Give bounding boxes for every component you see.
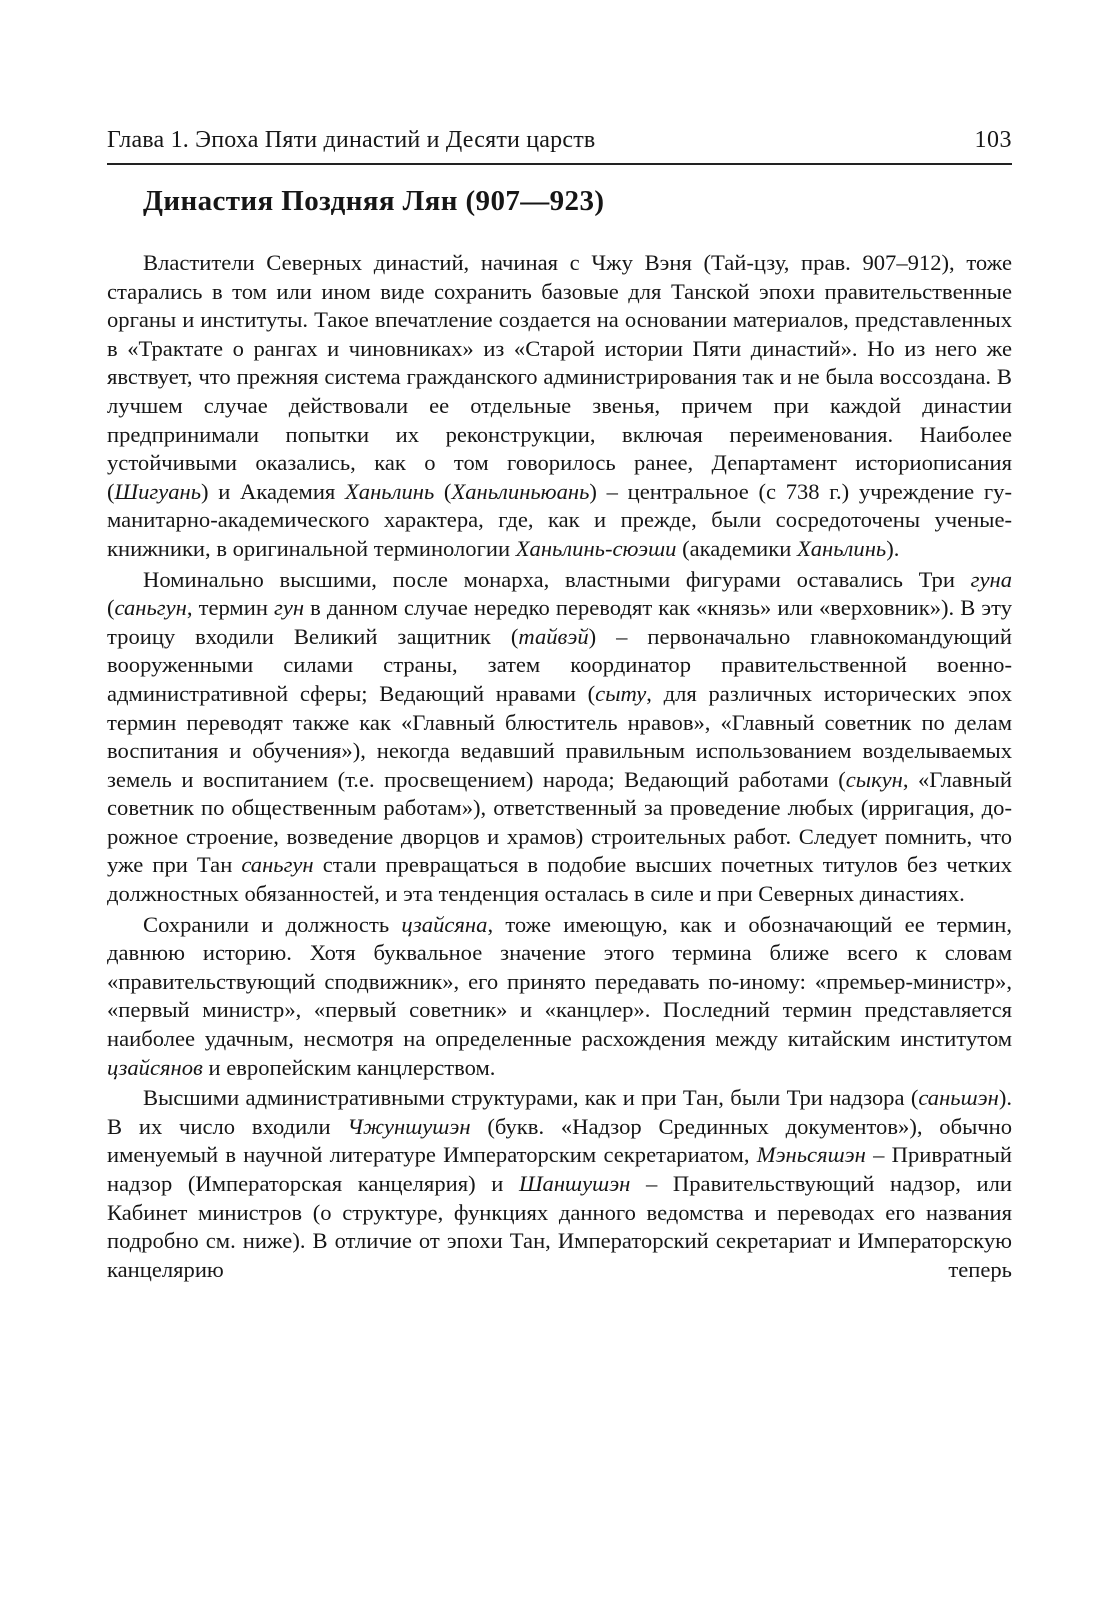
- italic-term: гуна: [970, 566, 1012, 592]
- italic-term: Чжуншушэн: [347, 1113, 471, 1139]
- body-text: [107, 249, 1012, 1284]
- italic-term: цзайсянов: [107, 1054, 203, 1080]
- italic-term: тайвэй: [518, 623, 589, 649]
- paragraph-4: Высшими административными структурами, как и при Тан, были Три надзора (саньшэн). В их число входили Чжуншушэн (букв. «Надзор Срединных документов»), обычно именуемый в научной литературе Императорским секретариатом, Мэньсяшэн – Привратный надзор (Императорская канцелярия) и Шаншушэн – Правительствующий надзор, или Кабинет министров (о структуре, функциях данного ведомства и переводах его названия подробно см. ниже). В отличие от эпохи Тан, Императорский секретариат и Императорскую канцелярию теперь: [107, 1085, 1013, 1282]
- paragraph-3: Сохранили и должность цзайсяна, тоже имеющую, как и обозначающий ее термин, давнюю историю. Хотя буквальное значение этого термина ближе всего к словам «правительствующий сподвижник», его принято передавать по-иному: «премьер-министр», «первый министр», «первый советник» и «канцлер». Последний термин представляется наиболее удачным, несмотря на определенные расхождения между китайским институтом цзайсянов и европейским канцлерством.: [107, 911, 1012, 1080]
- italic-term: Ханьлинь-сюэши: [515, 535, 677, 561]
- italic-term: Ханьлинь: [796, 535, 887, 561]
- italic-term: сыкун: [845, 766, 903, 792]
- paragraph-2: Номинально высшими, после монарха, властными фигурами оставались Три гуна (саньгун, термин гун в данном случае нередко переводят как «князь» или «верховник»). В эту троицу входили Великий защитник (тайвэй) – первоначально главнокомандующий вооруженными силами страны, затем координатор правительственной военно-административной сферы; Ведающий нравами (сыту, для различных исторических эпох термин переводят также как «Главный блюститель нравов», «Главный советник по делам воспитания и обучения»), некогда ведавший правильным использованием возделываемых земель и воспитанием (т.е. просвещением) народа; Ведающий работами (сыкун, «Главный советник по общественным работам»), ответственный за проведение любых (ирригация, дорожное строение, возведение дворцов и храмов) строительных работ. Следует помнить, что уже при Тан саньгун стали превращаться в подобие высших почетных титулов без четких должностных обязанностей, и эта тенденция осталась в силе и при Северных династиях.: [107, 566, 1012, 907]
- italic-term: гун: [274, 595, 305, 621]
- italic-term: саньгун: [114, 595, 187, 621]
- section-title: Династия Поздняя Лян (907—923): [143, 185, 605, 217]
- page-number: 103: [974, 127, 1012, 153]
- italic-term: Мэньсяшэн: [756, 1142, 866, 1168]
- book-page: [107, 125, 1012, 1284]
- italic-term: цзайсяна: [401, 911, 488, 937]
- running-header: [107, 125, 1012, 165]
- italic-term: саньшэн: [918, 1085, 999, 1111]
- chapter-title: Глава 1. Эпоха Пяти династий и Десяти царств: [107, 127, 596, 153]
- italic-term: Шаншушэн: [518, 1171, 631, 1196]
- italic-term: Ханьлинь: [345, 478, 435, 504]
- paragraph-1: Властители Северных династий, начиная с Чжу Вэня (Тай-цзу, прав. 907–912), тоже старались в том или ином виде сохранить базовые для Танской эпохи правительственные органы и институты. Такое впечатление создается на основании материалов, представленных в «Трактате о рангах и чиновниках» из «Старой истории Пяти династий». Но из него же явствует, что прежняя система гражданского администрирования так и не была воссоздана. В лучшем случае действовали ее отдельные звенья, причем при каждой династии предпринимали попытки их реконструкции, включая переименования. Наиболее устойчивыми оказались, как о том говорилось ранее, Департамент историописания (Шигуань) и Академия Ханьлинь (Ханьлиньюань) – центральное (с 738 г.) учреждение гуманитарно-академического характера, где, как и прежде, были сосредоточены ученые-книжники, в оригинальной терминологии Ханьлинь-сюэши (академики Ханьлинь).: [107, 250, 1012, 561]
- italic-term: Ханьлиньюань: [451, 478, 590, 504]
- italic-term: сыту: [595, 680, 647, 706]
- italic-term: саньгун: [241, 852, 314, 878]
- italic-term: Шигуань: [114, 478, 202, 504]
